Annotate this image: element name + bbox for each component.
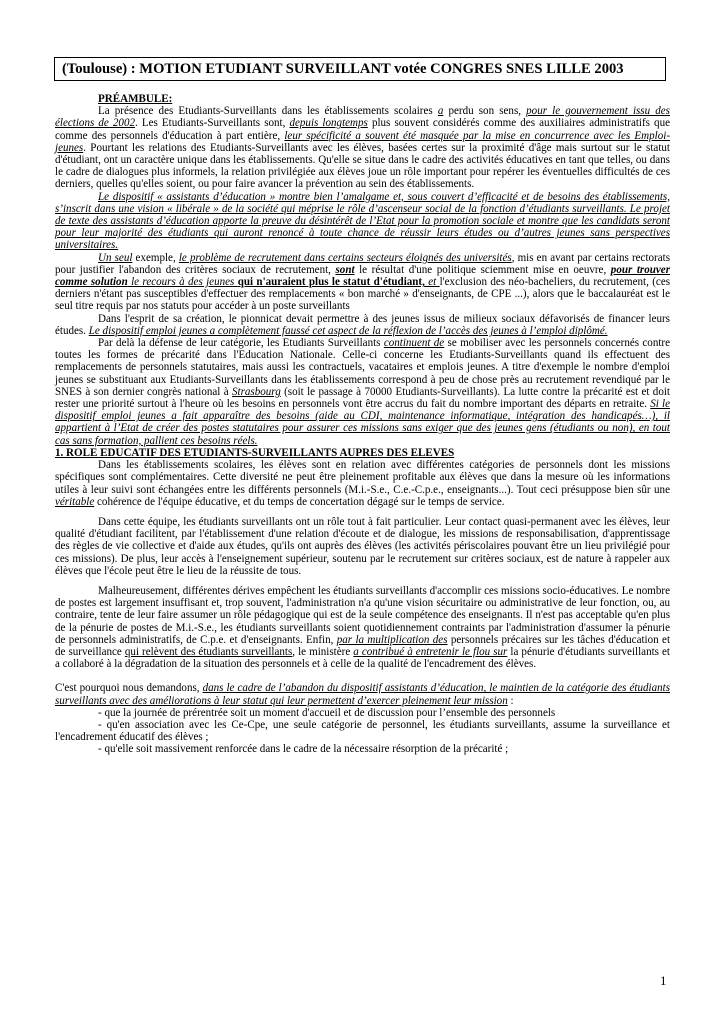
section-1-paragraph-3: Malheureusement, différentes dérives empêchent les étudiants surveillants d'accomplir ces missions socio-éducatives. Le nombre de postes est largement insuffisant et, trop souvent, l'administration n'a qu'une vision sécuritaire ou administrative de leur fonction, ou, au contraire, tente de leur faire assumer un rôle pédagogique qui est de la seule compétence des enseignants. Il n'est pas acceptable qu'en plus de la pénurie de postes de M.i.-S.e., les étudiants surveillants soient quotidiennement contraints par l'administration d'assumer la pénurie de personnels administratifs, de C.p.e. et d'enseignants. Enfin, par la multiplication des personnels précaires sur les tâches d'éducation et de surveillance qui relèvent des étudiants surveillants, le ministère a contribué à entretenir le flou sur la pénurie d'étudiants surveillants et a collaboré à la dégradation de la situation des personnels et à celle de la qualité de l'encadrement des élèves. xyxy=(55,584,671,671)
preambule-paragraph-2: Le dispositif « assistants d’éducation » montre bien l’amalgame et, sous couvert d’efficacité et de besoins des établissements, s’inscrit dans une vision « libérale » de la société qui méprise le rôle d’ascenseur social de la fonction d’étudiants surveillants. Le projet de texte des assistants d’éducation apporte la preuve du désintérêt de l’Etat pour la promotion sociale et montre que les candidats seront pour leur majorité des étudiants qui auront renoncé à toute chance de réussir leurs études ou d’autres jeunes sans perspectives universitaires. xyxy=(55,190,670,252)
section-1-paragraph-4: C'est pourquoi nous demandons, dans le cadre de l’abandon du dispositif assistants d’éducation, le maintien de la catégorie des étudiants surveillants avec des améliorations à leur statut qui leur permettent d’exercer pleinement leur mission : xyxy=(55,682,670,707)
list-item: - que la journée de prérentrée soit un moment d'accueil et de discussion pour l’ensemble des personnels xyxy=(98,706,556,719)
document-title: (Toulouse) : MOTION ETUDIANT SURVEILLANT votée CONGRES SNES LILLE 2003 xyxy=(54,57,666,81)
preambule-paragraph-5: Par delà la défense de leur catégorie, les Etudiants Surveillants continuent de se mobiliser avec les personnels concernés contre toutes les formes de précarité dans l'Education Nationale. Celle-ci concerne les Etudiants-Surveillants quand ils effectuent des remplacements de personnels statutaires, mais aussi les contractuels, vacataires et emplois jeunes. A titre d'exemple le nombre d'emploi jeunes se substituant aux Etudiants-Surveillants dans les établissements correspond à peu de chose près au recrutement revendiqué par le SNES à son dernier congrès national à Strasbourg (soit le passage à 70000 Etudiants-Surveillants). La lutte contre la précarité est et doit rester une priorité surtout à l'heure où les besoins en personnels vont être accrus du fait du nombre important des départs en retraite. Si le dispositif emploi jeunes a fait apparaître des besoins (aide au CDI, maintenance informatique, intégration des handicapés…), il appartient à l’Etat de créer des postes statutaires pour assurer ces missions sans exiger que des jeunes gens (étudiants ou non), en tout cas sans formation, pallient ces besoins réels. xyxy=(55,337,671,447)
list-item: - qu'en association avec les Ce-Cpe, une seule catégorie de personnel, les étudiants surveillants, assume la surveillance et l'encadrement éducatif des élèves ; xyxy=(55,718,670,744)
preambule-heading: PRÉAMBULE: xyxy=(98,93,173,105)
demands-list xyxy=(55,707,670,756)
list-item: - qu'elle soit massivement renforcée dans le cadre de la nécessaire résorption de la précarité ; xyxy=(98,743,509,756)
preambule-paragraph-3: Un seul exemple, le problème de recrutement dans certains secteurs éloignés des universités, mis en avant par certains rectorats pour justifier l'abandon des critères sociaux de recrutement, sont le résultat d'une politique sciemment mise en oeuvre, pour trouver comme solution le recours à des jeunes qui n'auraient plus le statut d'étudiant, et l'exclusion des néo-bacheliers, du recrutement, (ces derniers n'étant pas susceptibles d'effectuer des remplacements « bon marché » d'enseignants, de CPE ...), alors que le baccalauréat est le seul titre requis par nos statuts pour accéder à un poste surveillants xyxy=(55,251,671,313)
section-1-heading: 1. ROLE EDUCATIF DES ETUDIANTS-SURVEILLANTS AUPRES DES ELEVES xyxy=(55,446,455,459)
section-1-paragraph-1: Dans les établissements scolaires, les élèves sont en relation avec différentes catégories de personnels dont les missions spécifiques sont complémentaires. Cette diversité ne peut être pleinement profitable aux élèves que dans la mesure où les informations utiles à leur suivi sont échangées entre les différents personnels (M.i.-S.e., C.e.-C.p.e., enseignants...). Tout ceci présuppose bien sûr une véritable cohérence de l'équipe éducative, et du temps de concertation dégagé sur le temps de service. xyxy=(55,459,670,508)
section-1-paragraph-2: Dans cette équipe, les étudiants surveillants ont un rôle tout à fait particulier. Leur contact quasi-permanent avec les élèves, leur qualité d'étudiant facilitent, par l'établissement d'une relation d'écoute et de dialogue, les missions de responsabilisation, d'apprentissage des règles de vie collective et d'aide aux études, qu'ils ont auprès des élèves (les activités périscolaires pouvant être un lieu privilégié pour ces missions). De plus, leur accès à l'enseignement supérieur, soutenu par le recrutement sur critères sociaux, est de nature à rappeler aux élèves que l'école peut être le lieu de la réussite de tous. xyxy=(55,515,670,577)
page-number: 1 xyxy=(660,973,667,988)
preambule-paragraph-4: Dans l'esprit de sa création, le pionnicat devait permettre à des jeunes issus de milieux sociaux défavorisés de financer leurs études. Le dispositif emploi jeunes a complètement faussé cet aspect de la réflexion de l’accès des jeunes à l’emploi diplômé. xyxy=(55,312,670,337)
document-body xyxy=(55,93,670,756)
preambule-paragraph-1: La présence des Etudiants-Surveillants dans les établissements scolaires a perdu son sens, pour le gouvernement issu des élections de 2002. Les Etudiants-Surveillants sont, depuis longtemps plus souvent considérés comme des auxiliaires administratifs que comme des personnels d'éducation à part entière, leur spécificité a souvent été masquée par la mise en concurrence avec les Emploi-jeunes. Pourtant les relations des Etudiants-Surveillants avec les élèves, basées certes sur la proximité d'âge mais surtout sur le statut d'étudiant, ont un caractère unique dans les établissements. Qu'elle se situe dans le cadre des activités éducatives en tant que telles, ou dans le cadre de dialogues plus informels, la relation privilégiée aux élèves joue un rôle important pour repérer les éventuelles difficultés de ces derniers, quelles qu'elles soient, ou pour faire avancer la prévention au sein des établissements. xyxy=(55,105,671,191)
